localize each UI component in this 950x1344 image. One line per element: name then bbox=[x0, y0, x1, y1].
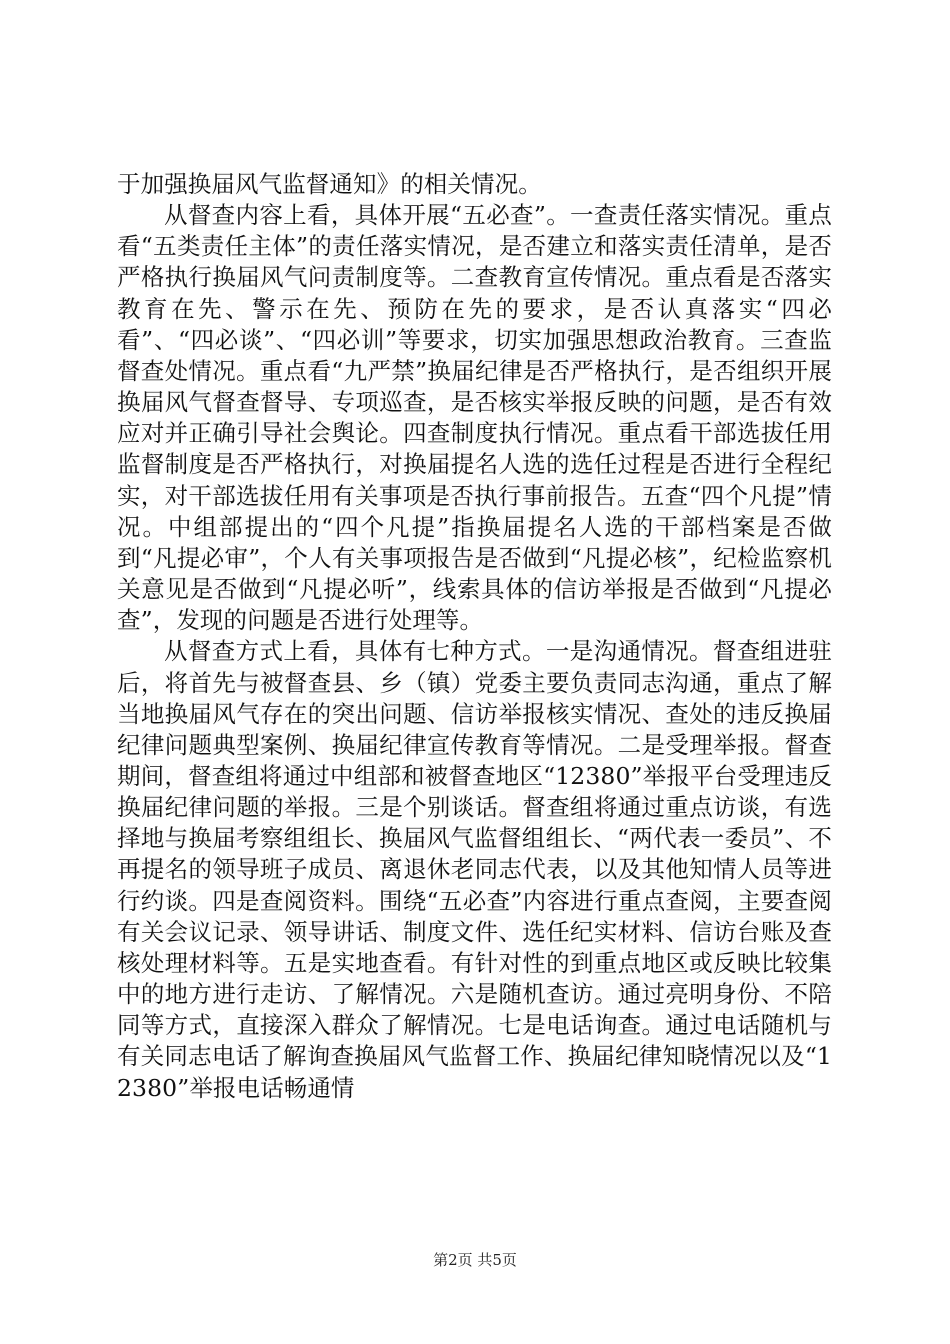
page-footer: 第2页 共5页 bbox=[433, 1251, 517, 1269]
paragraph-inspection-content: 从督查内容上看，具体开展“五必查”。一查责任落实情况。重点看“五类责任主体”的责任落实情况，是否建立和落实责任清单，是否严格执行换届风气问责制度等。二查教育宣传情况。重点看是否落实教育在先、警示在先、预防在先的要求，是否认真落实“四必看”、“四必谈”、“四必训”等要求，切实加强思想政治教育。三查监督查处情况。重点看“九严禁”换届纪律是否严格执行，是否组织开展换届风气督查督导、专项巡查，是否核实举报反映的问题，是否有效应对并正确引导社会舆论。四查制度执行情况。重点看干部选拔任用监督制度是否严格执行，对换届提名人选的选任过程是否进行全程纪实，对干部选拔任用有关事项是否执行事前报告。五查“四个凡提”情况。中组部提出的“四个凡提”指换届提名人选的干部档案是否做到“凡提必审”，个人有关事项报告是否做到“凡提必核”，纪检监察机关意见是否做到“凡提必听”，线索具体的信访举报是否做到“凡提必查”，发现的问题是否进行处理等。 bbox=[117, 201, 832, 635]
paragraph-inspection-methods: 从督查方式上看，具体有七种方式。一是沟通情况。督查组进驻后，将首先与被督查县、乡（镇）党委主要负责同志沟通，重点了解当地换届风气存在的突出问题、信访举报核实情况、查处的违反换届纪律问题典型案例、换届纪律宣传教育等情况。二是受理举报。督查期间，督查组将通过中组部和被督查地区“12380”举报平台受理违反换届纪律问题的举报。三是个别谈话。督查组将通过重点访谈，有选择地与换届考察组组长、换届风气监督组组长、“两代表一委员”、不再提名的领导班子成员、离退休老同志代表，以及其他知情人员等进行约谈。四是查阅资料。围绕“五必查”内容进行重点查阅，主要查阅有关会议记录、领导讲话、制度文件、选任纪实材料、信访台账及查核处理材料等。五是实地查看。有针对性的到重点地区或反映比较集中的地方进行走访、了解情况。六是随机查访。通过亮明身份、不陪同等方式，直接深入群众了解情况。七是电话询查。通过电话随机与有关同志电话了解询查换届风气监督工作、换届纪律知晓情况以及“12380”举报电话畅通情 bbox=[117, 637, 832, 1102]
document-body bbox=[117, 169, 832, 1104]
paragraph-continuation: 于加强换届风气监督通知》的相关情况。 bbox=[117, 170, 542, 198]
